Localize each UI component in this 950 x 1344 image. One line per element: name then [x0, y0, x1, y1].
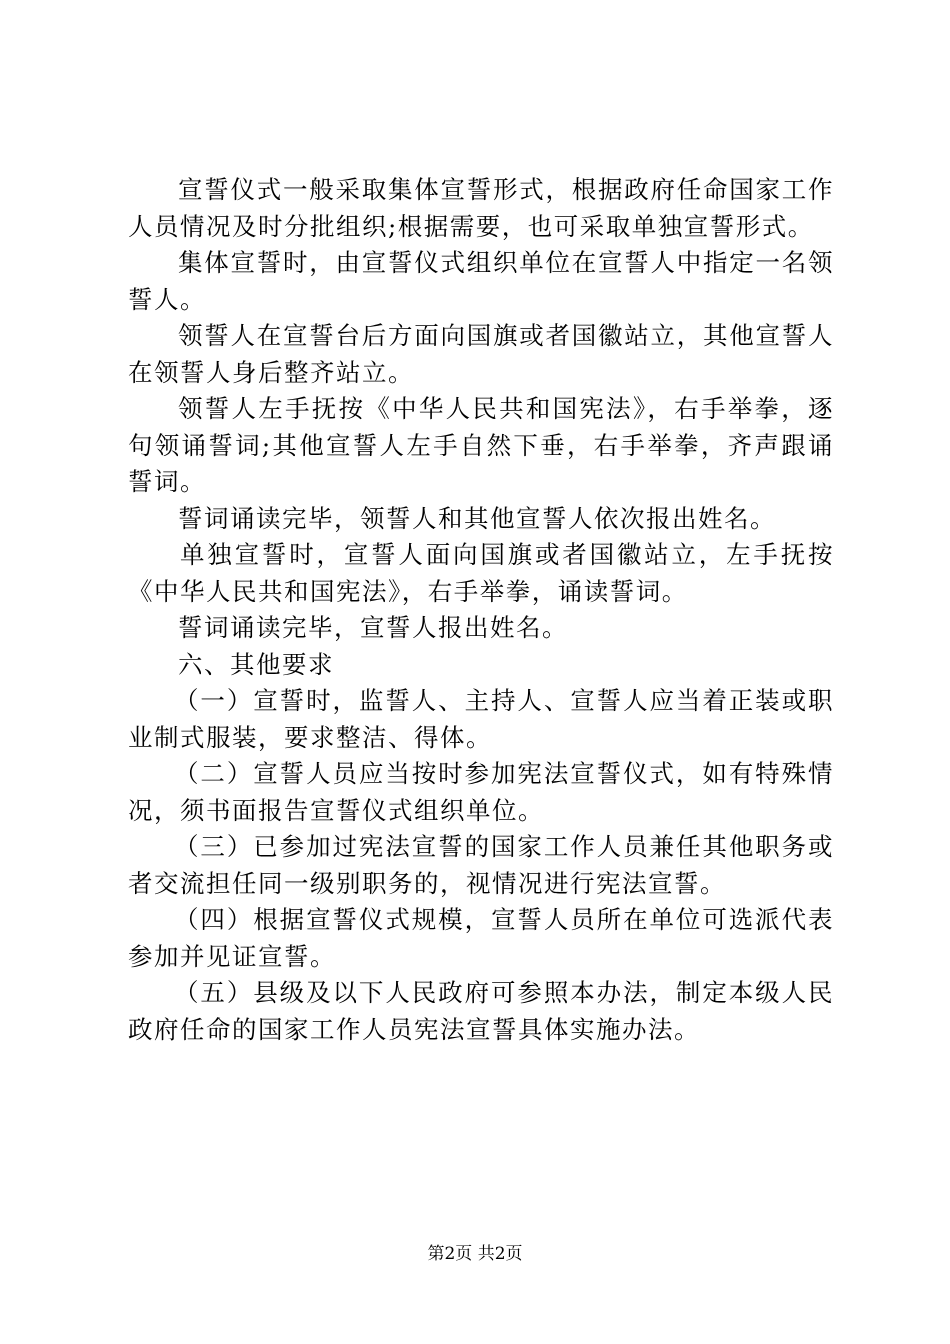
- page-number-footer: 第2页 共2页: [427, 1244, 523, 1264]
- section-heading-other-requirements: 六、其他要求: [178, 649, 334, 679]
- paragraph-standing-position: 领誓人在宣誓台后方面向国旗或者国徽站立，其他宣誓人在领誓人身后整齐站立。: [128, 321, 834, 387]
- requirement-item-2: （二）宣誓人员应当按时参加宪法宣誓仪式，如有特殊情况，须书面报告宣誓仪式组织单位。: [128, 759, 834, 825]
- requirement-item-5: （五）县级及以下人民政府可参照本办法，制定本级人民政府任命的国家工作人员宪法宣誓具体实施办法。: [128, 978, 834, 1044]
- paragraph-collective-oath-form: 宣誓仪式一般采取集体宣誓形式，根据政府任命国家工作人员情况及时分批组织;根据需要，也可采取单独宣誓形式。: [128, 175, 834, 241]
- paragraph-individual-report-name: 誓词诵读完毕，宣誓人报出姓名。: [178, 613, 568, 642]
- paragraph-report-names: 誓词诵读完毕，领誓人和其他宣誓人依次报出姓名。: [178, 503, 776, 533]
- paragraph-lead-recitation: 领誓人左手抚按《中华人民共和国宪法》，右手举拳，逐句领诵誓词;其他宣誓人左手自然下垂，右手举拳，齐声跟诵誓词。: [128, 394, 834, 496]
- document-body: [128, 172, 834, 1048]
- requirement-item-3: （三）已参加过宪法宣誓的国家工作人员兼任其他职务或者交流担任同一级别职务的，视情况进行宪法宣誓。: [128, 832, 834, 898]
- paragraph-lead-oath-taker: 集体宣誓时，由宣誓仪式组织单位在宣誓人中指定一名领誓人。: [128, 248, 834, 314]
- requirement-item-4: （四）根据宣誓仪式规模，宣誓人员所在单位可选派代表参加并见证宣誓。: [128, 905, 834, 971]
- requirement-item-1: （一）宣誓时，监誓人、主持人、宣誓人应当着正装或职业制式服装，要求整洁、得体。: [128, 686, 834, 752]
- paragraph-individual-oath: 单独宣誓时，宣誓人面向国旗或者国徽站立，左手抚按《中华人民共和国宪法》，右手举拳，诵读誓词。: [128, 540, 834, 606]
